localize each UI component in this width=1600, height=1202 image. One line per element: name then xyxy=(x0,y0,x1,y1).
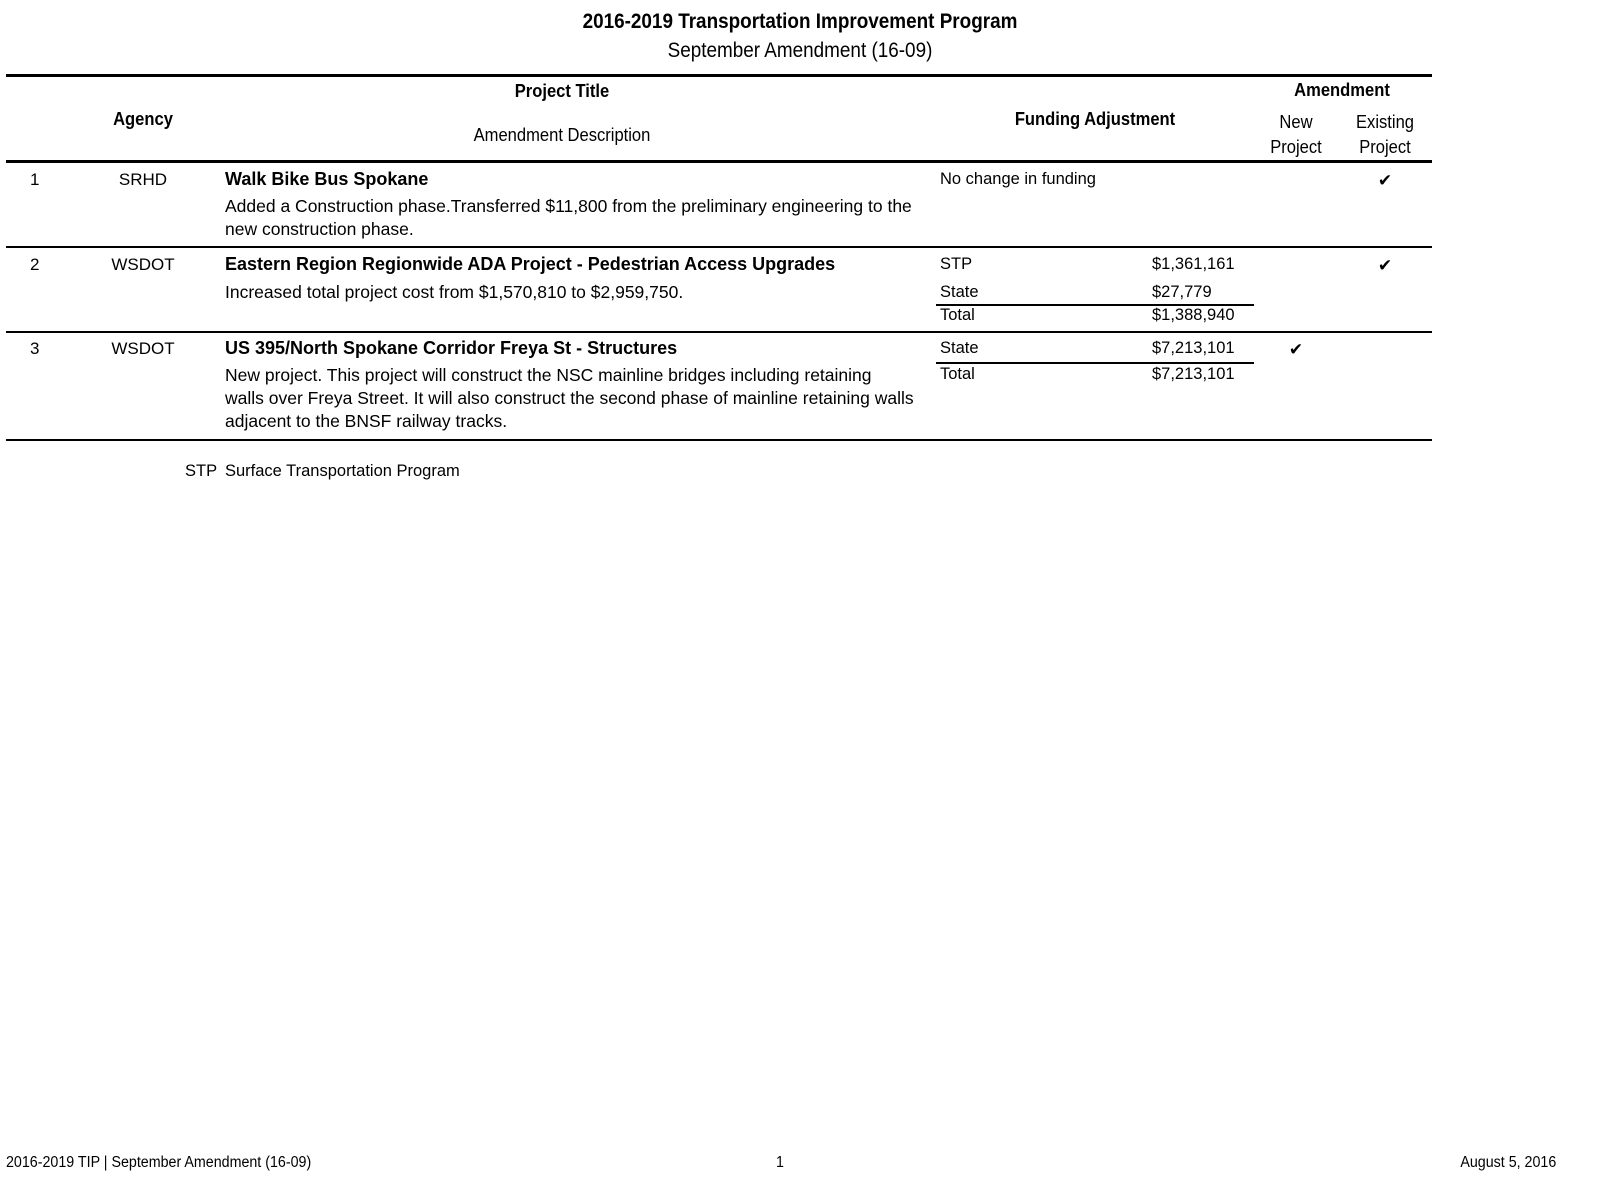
row1-funding-note: No change in funding xyxy=(940,170,1096,188)
row1-divider xyxy=(6,246,1432,248)
row2-project-title: Eastern Region Regionwide ADA Project - Pedestrian Access Upgrades xyxy=(225,254,836,274)
header-bottom-rule xyxy=(6,160,1432,163)
row3-new-check-icon: ✔ xyxy=(1288,340,1304,359)
header-funding-adjustment: Funding Adjustment xyxy=(1014,109,1176,129)
row3-number: 3 xyxy=(30,339,40,358)
footer-date: August 5, 2016 xyxy=(1460,1154,1556,1171)
row2-existing-check-icon: ✔ xyxy=(1377,256,1393,275)
table-bottom-rule xyxy=(6,439,1432,441)
header-existing-line1: Existing xyxy=(1356,112,1414,132)
row3-agency: WSDOT xyxy=(111,339,175,358)
header-amendment: Amendment xyxy=(1294,80,1390,100)
document-title: 2016-2019 Transportation Improvement Program xyxy=(582,10,1018,33)
row1-description: Added a Construction phase.Transferred $11,800 from the preliminary engineering to the new construction phase. xyxy=(225,196,912,239)
row3-funding-amount: $7,213,101 xyxy=(1152,339,1235,357)
row1-existing-check-icon: ✔ xyxy=(1377,171,1393,190)
row2-funding-source: STP xyxy=(940,255,973,273)
footer-page-number: 1 xyxy=(776,1154,784,1171)
row3-funding-source: State xyxy=(940,339,979,357)
row3-funding-amount: $7,213,101 xyxy=(1152,365,1235,383)
header-new-line2: Project xyxy=(1270,137,1322,157)
row2-funding-amount: $1,361,161 xyxy=(1152,255,1235,273)
row2-divider xyxy=(6,331,1432,333)
legend-meaning: Surface Transportation Program xyxy=(225,462,460,480)
row2-funding-amount: $27,779 xyxy=(1152,283,1212,301)
row1-project-title: Walk Bike Bus Spokane xyxy=(225,169,429,189)
row1-number: 1 xyxy=(30,170,40,189)
row2-funding-source: Total xyxy=(940,306,975,324)
row3-project-title: US 395/North Spokane Corridor Freya St - Structures xyxy=(225,338,678,358)
header-amendment-description: Amendment Description xyxy=(473,125,651,145)
row2-number: 2 xyxy=(30,255,40,274)
row2-funding-source: State xyxy=(940,283,979,301)
header-existing-line2: Project xyxy=(1359,137,1411,157)
row2-agency: WSDOT xyxy=(111,255,175,274)
legend-abbreviation: STP xyxy=(185,462,218,480)
row1-agency: SRHD xyxy=(118,170,168,189)
row3-subtotal-rule xyxy=(936,362,1254,364)
header-project-title: Project Title xyxy=(514,81,610,101)
header-agency: Agency xyxy=(113,109,173,129)
row2-funding-amount: $1,388,940 xyxy=(1152,306,1235,324)
header-new-line1: New xyxy=(1279,112,1313,132)
row3-description: New project. This project will construct the NSC mainline bridges including retaining walls over Freya Street. It will also construct the second phase of mainline retaining walls adjacent to the BNSF railway tracks. xyxy=(225,365,914,431)
header-top-rule xyxy=(6,74,1432,77)
row3-funding-source: Total xyxy=(940,365,975,383)
footer-document-label: 2016-2019 TIP | September Amendment (16-09) xyxy=(6,1154,312,1171)
row2-description: Increased total project cost from $1,570,810 to $2,959,750. xyxy=(225,282,684,302)
document-subtitle: September Amendment (16-09) xyxy=(667,39,933,62)
